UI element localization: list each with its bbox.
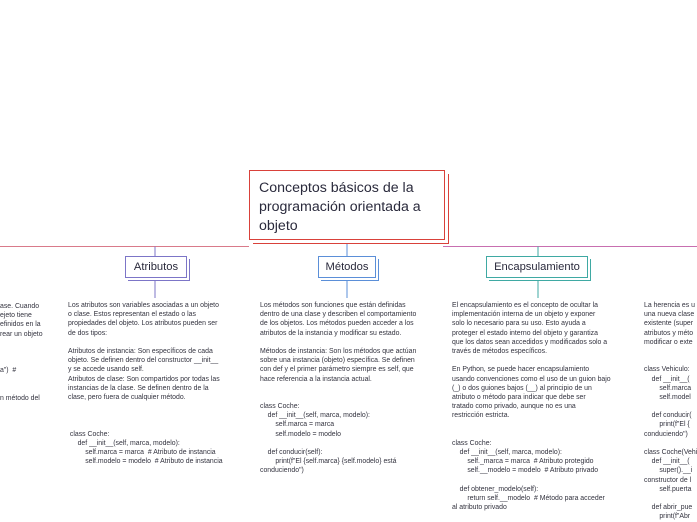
branch-methods[interactable] [318, 256, 376, 278]
note-line: def conducir( [644, 412, 692, 420]
note-line: self.__modelo = modelo # Atributo privado [452, 467, 599, 475]
note-line: def __init__( [644, 458, 690, 466]
note-line: existente (super [644, 320, 694, 328]
note-line: class Coche: [260, 403, 300, 411]
note-line: implementación interna de un objeto y exponer [452, 311, 596, 319]
note-line: o clase. Estos representan el estado o las [68, 311, 196, 319]
note-line: print(f"El { [644, 421, 690, 429]
note-line [644, 402, 697, 411]
note-line: self.modelo = modelo # Atributo de instancia [68, 458, 223, 466]
note-line: hace referencia a la instancia actual. [260, 375, 372, 383]
note-line: de dos tipos: [68, 329, 108, 337]
note-encapsulation [452, 301, 634, 512]
note-line: self.puerta [644, 485, 692, 493]
note-line: def __init__( [644, 375, 690, 383]
note-line [68, 411, 250, 420]
note-right-partial [644, 301, 697, 522]
note-line: self._marca = marca # Atributo protegido [452, 458, 594, 466]
note-line: restricción estricta. [452, 412, 510, 420]
note-line [644, 356, 697, 365]
note-line: self.model [644, 393, 691, 401]
note-line: atributos y méto [644, 329, 694, 337]
note-line: def __init__(self, marca, modelo): [452, 449, 562, 456]
note-line: ase. Cuando [0, 303, 40, 310]
note-line [452, 430, 634, 439]
note-line: atributos de la instancia y modificar su estado. [260, 329, 402, 337]
central-topic[interactable] [249, 170, 445, 240]
note-line: atributo o método para indicar que debe ser [452, 393, 586, 401]
note-line [0, 357, 52, 366]
note-line: clase, pero fuera de cualquier método. [68, 393, 186, 401]
note-line: Atributos de clase: Son compartidos por todas las [68, 375, 220, 383]
branch-attributes-label: Atributos [133, 261, 179, 273]
note-line: rear un objeto [0, 330, 43, 338]
note-methods [260, 301, 440, 476]
note-line [0, 348, 52, 357]
note-line [68, 402, 250, 411]
note-line: self.marca = marca # Atributo de instancia [68, 449, 216, 456]
note-line: def __init__(self, marca, modelo): [260, 412, 370, 420]
note-line [644, 439, 697, 448]
note-line: con def y el primer parámetro siempre es self, que [260, 366, 414, 374]
branch-methods-label: Métodos [325, 261, 369, 273]
note-line: ejeto tiene [0, 312, 32, 320]
note-line [0, 385, 52, 394]
note-line: constructor de l [644, 476, 692, 484]
note-left-partial [0, 302, 52, 403]
note-line: class Coche: [68, 430, 110, 438]
branch-encapsulation-label: Encapsulamiento [494, 261, 580, 273]
note-line: solo lo necesario para su uso. Esto ayuda a [452, 320, 586, 328]
note-line: self.marca [644, 384, 692, 392]
note-line: def obtener_modelo(self): [452, 485, 539, 493]
note-line: self.marca = marca [260, 421, 335, 429]
note-line: def abrir_pue [644, 504, 693, 512]
note-line [0, 339, 52, 348]
note-line: modificar o exte [644, 338, 693, 346]
note-line [260, 393, 440, 402]
note-line [260, 439, 440, 448]
note-line [68, 338, 250, 347]
note-line: En Python, se puede hacer encapsulamiento [452, 366, 590, 374]
note-line: return self.__modelo # Método para acceder [452, 494, 605, 502]
note-line: Métodos de instancia: Son los métodos que actúan [260, 347, 417, 355]
note-line [644, 494, 697, 503]
note-line: self.modelo = modelo [260, 430, 342, 438]
note-line: instancias de la clase. Se definen dentro de la [68, 384, 209, 392]
note-line [644, 347, 697, 356]
note-line: al atributo privado [452, 504, 507, 512]
note-line: través de métodos específicos. [452, 347, 547, 355]
note-line: efinidos en la [0, 321, 41, 329]
note-line: Los métodos son funciones que están definidas [260, 302, 406, 309]
note-line: una nueva clase [644, 311, 695, 319]
note-line: class Coche: [452, 439, 492, 447]
branch-attributes[interactable] [125, 256, 187, 278]
note-line: La herencia es u [644, 302, 695, 309]
note-line: Los atributos son variables asociadas a un objeto [68, 302, 219, 309]
note-line: tratado como privado, aunque no es una [452, 403, 576, 411]
note-line: propiedades del objeto. Los atributos pueden ser [68, 320, 218, 328]
branch-encapsulation[interactable] [486, 256, 588, 278]
note-line [0, 376, 52, 385]
note-line: conduciendo") [260, 467, 304, 475]
central-topic-title: Conceptos básicos de la programación orientada a objeto [259, 180, 421, 234]
note-attributes [68, 301, 250, 466]
note-line [452, 476, 634, 485]
note-line: (_) o dos guiones bajos (__) al principio de un [452, 384, 592, 392]
note-line: class Coche(Vehi [644, 449, 697, 456]
note-line: def __init__(self, marca, modelo): [68, 439, 180, 447]
note-line: n método del [0, 394, 40, 402]
note-line: sobre una instancia (objeto) específica. Se definen [260, 357, 415, 365]
note-line [68, 420, 250, 429]
note-line: print(f"Abr [644, 513, 691, 521]
note-line: El encapsulamiento es el concepto de ocultar la [452, 302, 598, 309]
note-line [452, 420, 634, 429]
note-line [452, 356, 634, 365]
note-line [260, 338, 440, 347]
note-line: conduciendo") [644, 430, 688, 438]
note-line: def conducir(self): [260, 449, 323, 456]
note-line: objeto. Se definen dentro del constructor __init__ [68, 357, 219, 365]
note-line: class Vehiculo: [644, 366, 690, 374]
note-line: usando convenciones como el uso de un guion bajo [452, 375, 611, 383]
note-line: proteger el estado interno del objeto y garantiza [452, 329, 598, 337]
note-line: y se accede usando self. [68, 366, 144, 374]
note-line [260, 384, 440, 393]
note-line: print(f"El {self.marca} {self.modelo} está [260, 458, 397, 466]
note-line: a") # [0, 367, 17, 375]
note-line: super().__i [644, 467, 693, 475]
note-line: de los objetos. Los métodos pueden acceder a los [260, 320, 414, 328]
note-line: dentro de una clase y describen el comportamiento [260, 311, 417, 319]
note-line: que los datos sean accedidos y modificados solo a [452, 338, 608, 346]
note-line: Atributos de instancia: Son específicos de cada [68, 347, 213, 355]
